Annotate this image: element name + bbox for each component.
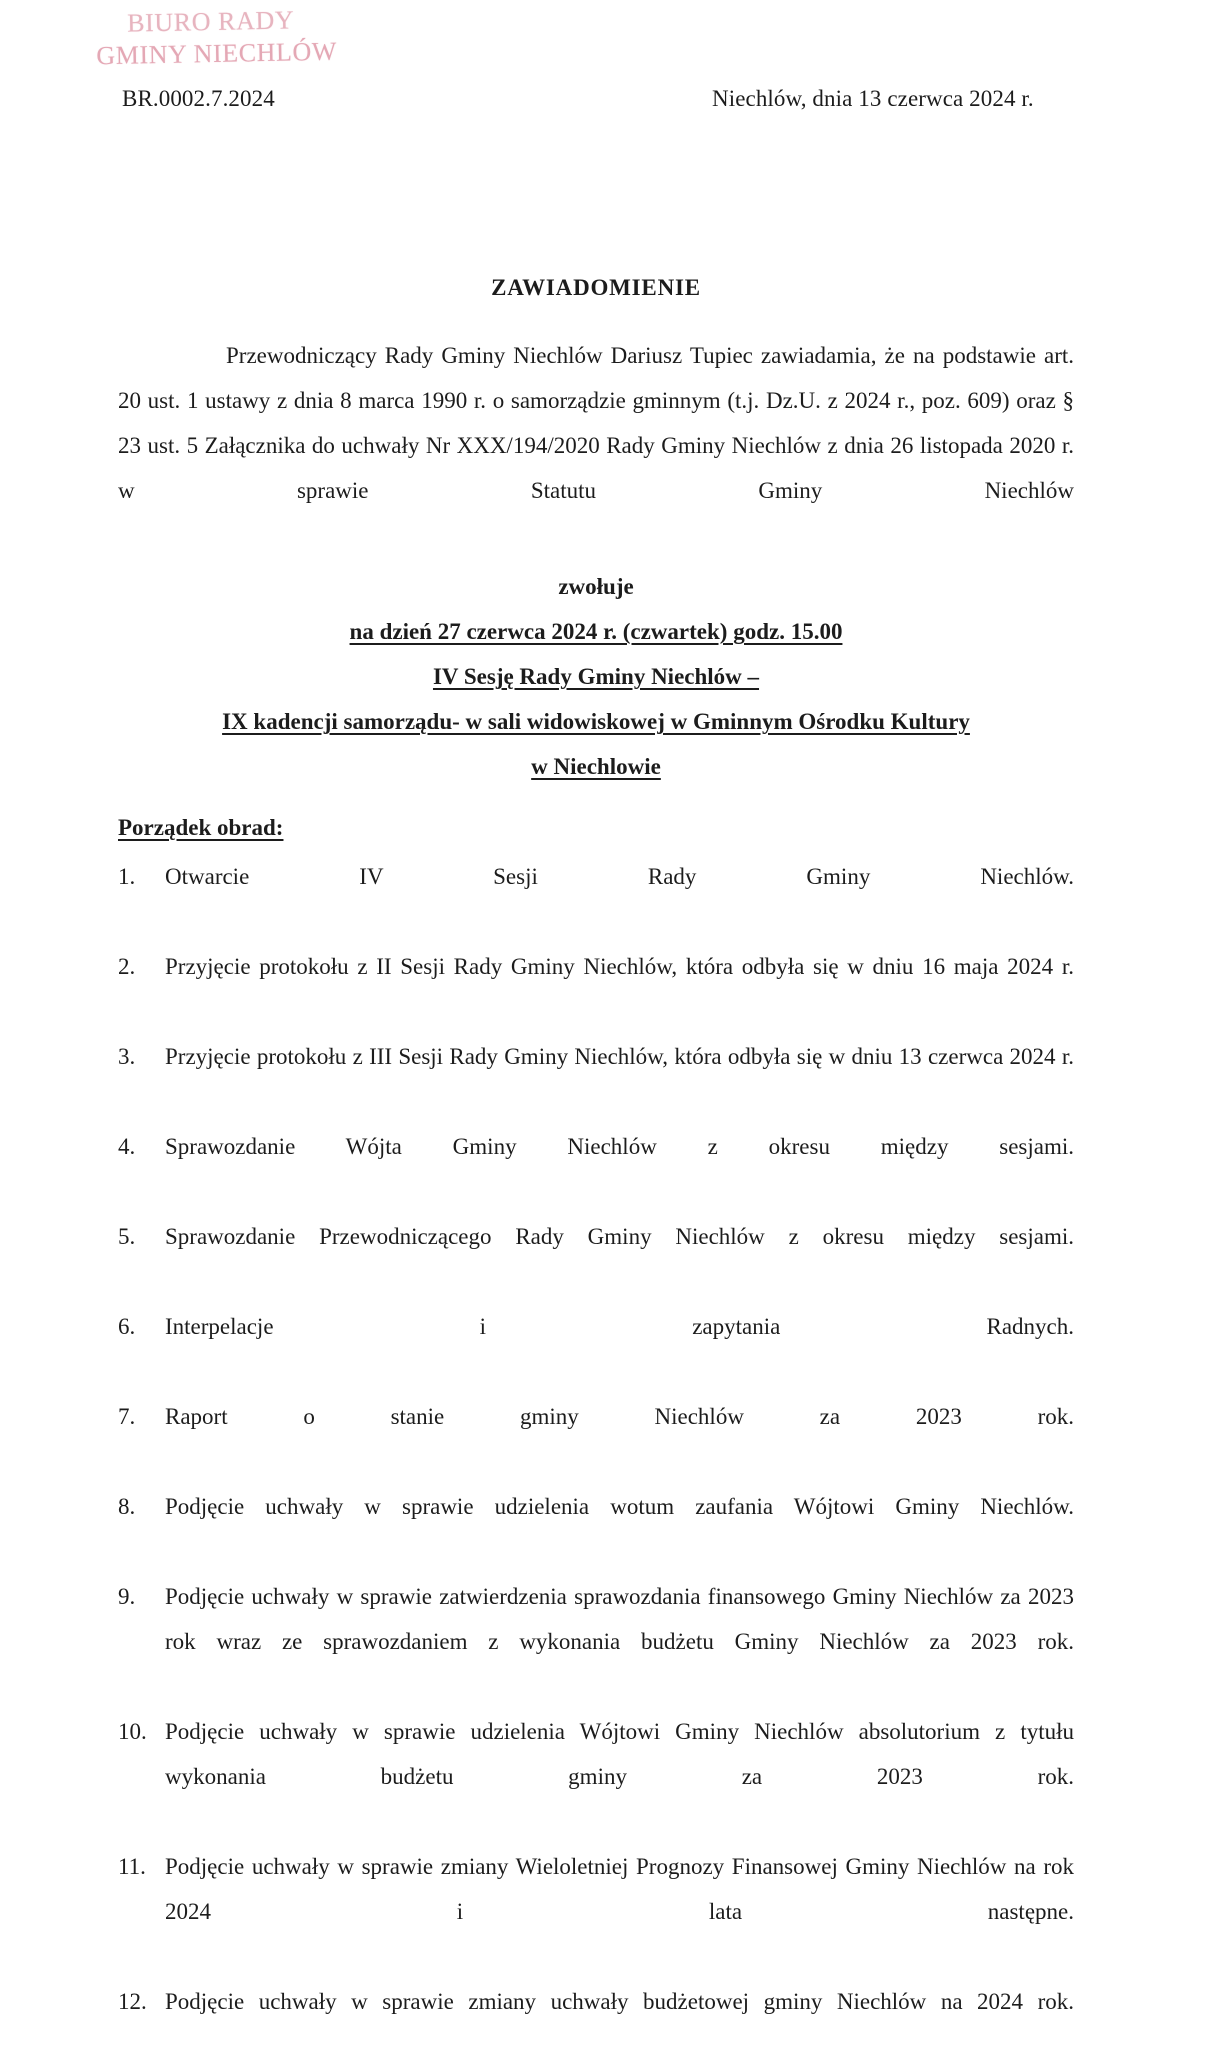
agenda-item [118,1709,1074,1844]
agenda-item-text: Podjęcie uchwały w sprawie zmiany uchwały budżetowej gminy Niechlów na 2024 rok. [165,1989,1074,2014]
agenda-item-number: 3. [118,1044,136,1069]
place-and-date: Niechlów, dnia 13 czerwca 2024 r. [712,86,1034,111]
agenda-item [118,1979,1074,2069]
agenda-item-text: Sprawozdanie Przewodniczącego Rady Gminy Niechlów z okresu między sesjami. [165,1224,1074,1249]
agenda-item [118,1124,1074,1214]
agenda-item-text: Podjęcie uchwały w sprawie zmiany Wieloletniej Prognozy Finansowej Gminy Niechlów na rok 2024 i lata następne. [165,1854,1074,1924]
agenda-item-text: Przyjęcie protokołu z II Sesji Rady Gminy Niechlów, która odbyła się w dniu 16 maja 2024 r. [165,954,1074,979]
agenda-item [118,1844,1074,1979]
agenda-item-number: 6. [118,1314,136,1339]
agenda-item-text: Podjęcie uchwały w sprawie udzielenia Wójtowi Gminy Niechlów absolutorium z tytułu wykonania budżetu gminy za 2023 rok. [165,1719,1074,1789]
intro-paragraph: Przewodniczący Rady Gminy Niechlów Dariusz Tupiec zawiadamia, że na podstawie art. 20 ust. 1 ustawy z dnia 8 marca 1990 r. o samorządzie gminnym (t.j. Dz.U. z 2024 r., poz. 609) oraz § 23 ust. 5 Załącznika do uchwały Nr XXX/194/2020 Rady Gminy Niechlów z dnia 26 listopada 2020 r. w sprawie Statutu Gminy Niechlów [118,343,1074,503]
agenda-item [118,1574,1074,1709]
agenda-item-text: Otwarcie IV Sesji Rady Gminy Niechlów. [165,864,1074,889]
page-title: ZAWIADOMIENIE [491,275,701,300]
agenda-item-number: 4. [118,1134,136,1159]
document-header [0,86,1208,122]
agenda-item-number: 10. [118,1719,147,1744]
convocation-block [118,564,1074,789]
agenda-item [118,1484,1074,1574]
agenda-heading: Porządek obrad: [118,815,284,840]
agenda-item [118,1214,1074,1304]
convocation-venue-line: w Niechlowie [531,754,661,779]
agenda-item-text: Przyjęcie protokołu z III Sesji Rady Gminy Niechlów, która odbyła się w dniu 13 czerwca 2024 r. [165,1044,1074,1069]
stamp-line-2: GMINY NIECHLÓW [96,36,338,70]
document-body [118,275,1074,2069]
convocation-term-line: IX kadencji samorządu- w sali widowiskowej w Gminnym Ośrodku Kultury [222,709,970,734]
stamp-line-1: BIURO RADY [126,5,295,38]
agenda-item-text: Raport o stanie gminy Niechlów za 2023 rok. [165,1404,1074,1429]
agenda-item-number: 1. [118,864,136,889]
agenda-item-text: Sprawozdanie Wójta Gminy Niechlów z okresu między sesjami. [165,1134,1074,1159]
agenda-item [118,854,1074,944]
agenda-item [118,1304,1074,1394]
convocation-verb: zwołuje [558,574,634,599]
agenda-list [118,854,1074,2069]
agenda-item-text: Interpelacje i zapytania Radnych. [165,1314,1074,1339]
agenda-item-number: 5. [118,1224,136,1249]
convocation-session-line: IV Sesję Rady Gminy Niechlów – [432,664,760,689]
agenda-item [118,1394,1074,1484]
agenda-item-number: 9. [118,1584,136,1609]
agenda-item-text: Podjęcie uchwały w sprawie udzielenia wotum zaufania Wójtowi Gminy Niechlów. [165,1494,1074,1519]
reference-number: BR.0002.7.2024 [122,86,275,111]
agenda-item [118,944,1074,1034]
agenda-item-number: 7. [118,1404,136,1429]
agenda-item-number: 8. [118,1494,136,1519]
agenda-item-text: Podjęcie uchwały w sprawie zatwierdzenia sprawozdania finansowego Gminy Niechlów za 2023 rok wraz ze sprawozdaniem z wykonania budżetu Gminy Niechlów za 2023 rok. [165,1584,1074,1654]
agenda-item-number: 12. [118,1989,147,2014]
agenda-item-number: 11. [118,1854,146,1879]
convocation-date-line: na dzień 27 czerwca 2024 r. (czwartek) godz. 15.00 [349,619,843,644]
agenda-item [118,1034,1074,1124]
office-stamp [95,4,338,72]
agenda-item-number: 2. [118,954,136,979]
